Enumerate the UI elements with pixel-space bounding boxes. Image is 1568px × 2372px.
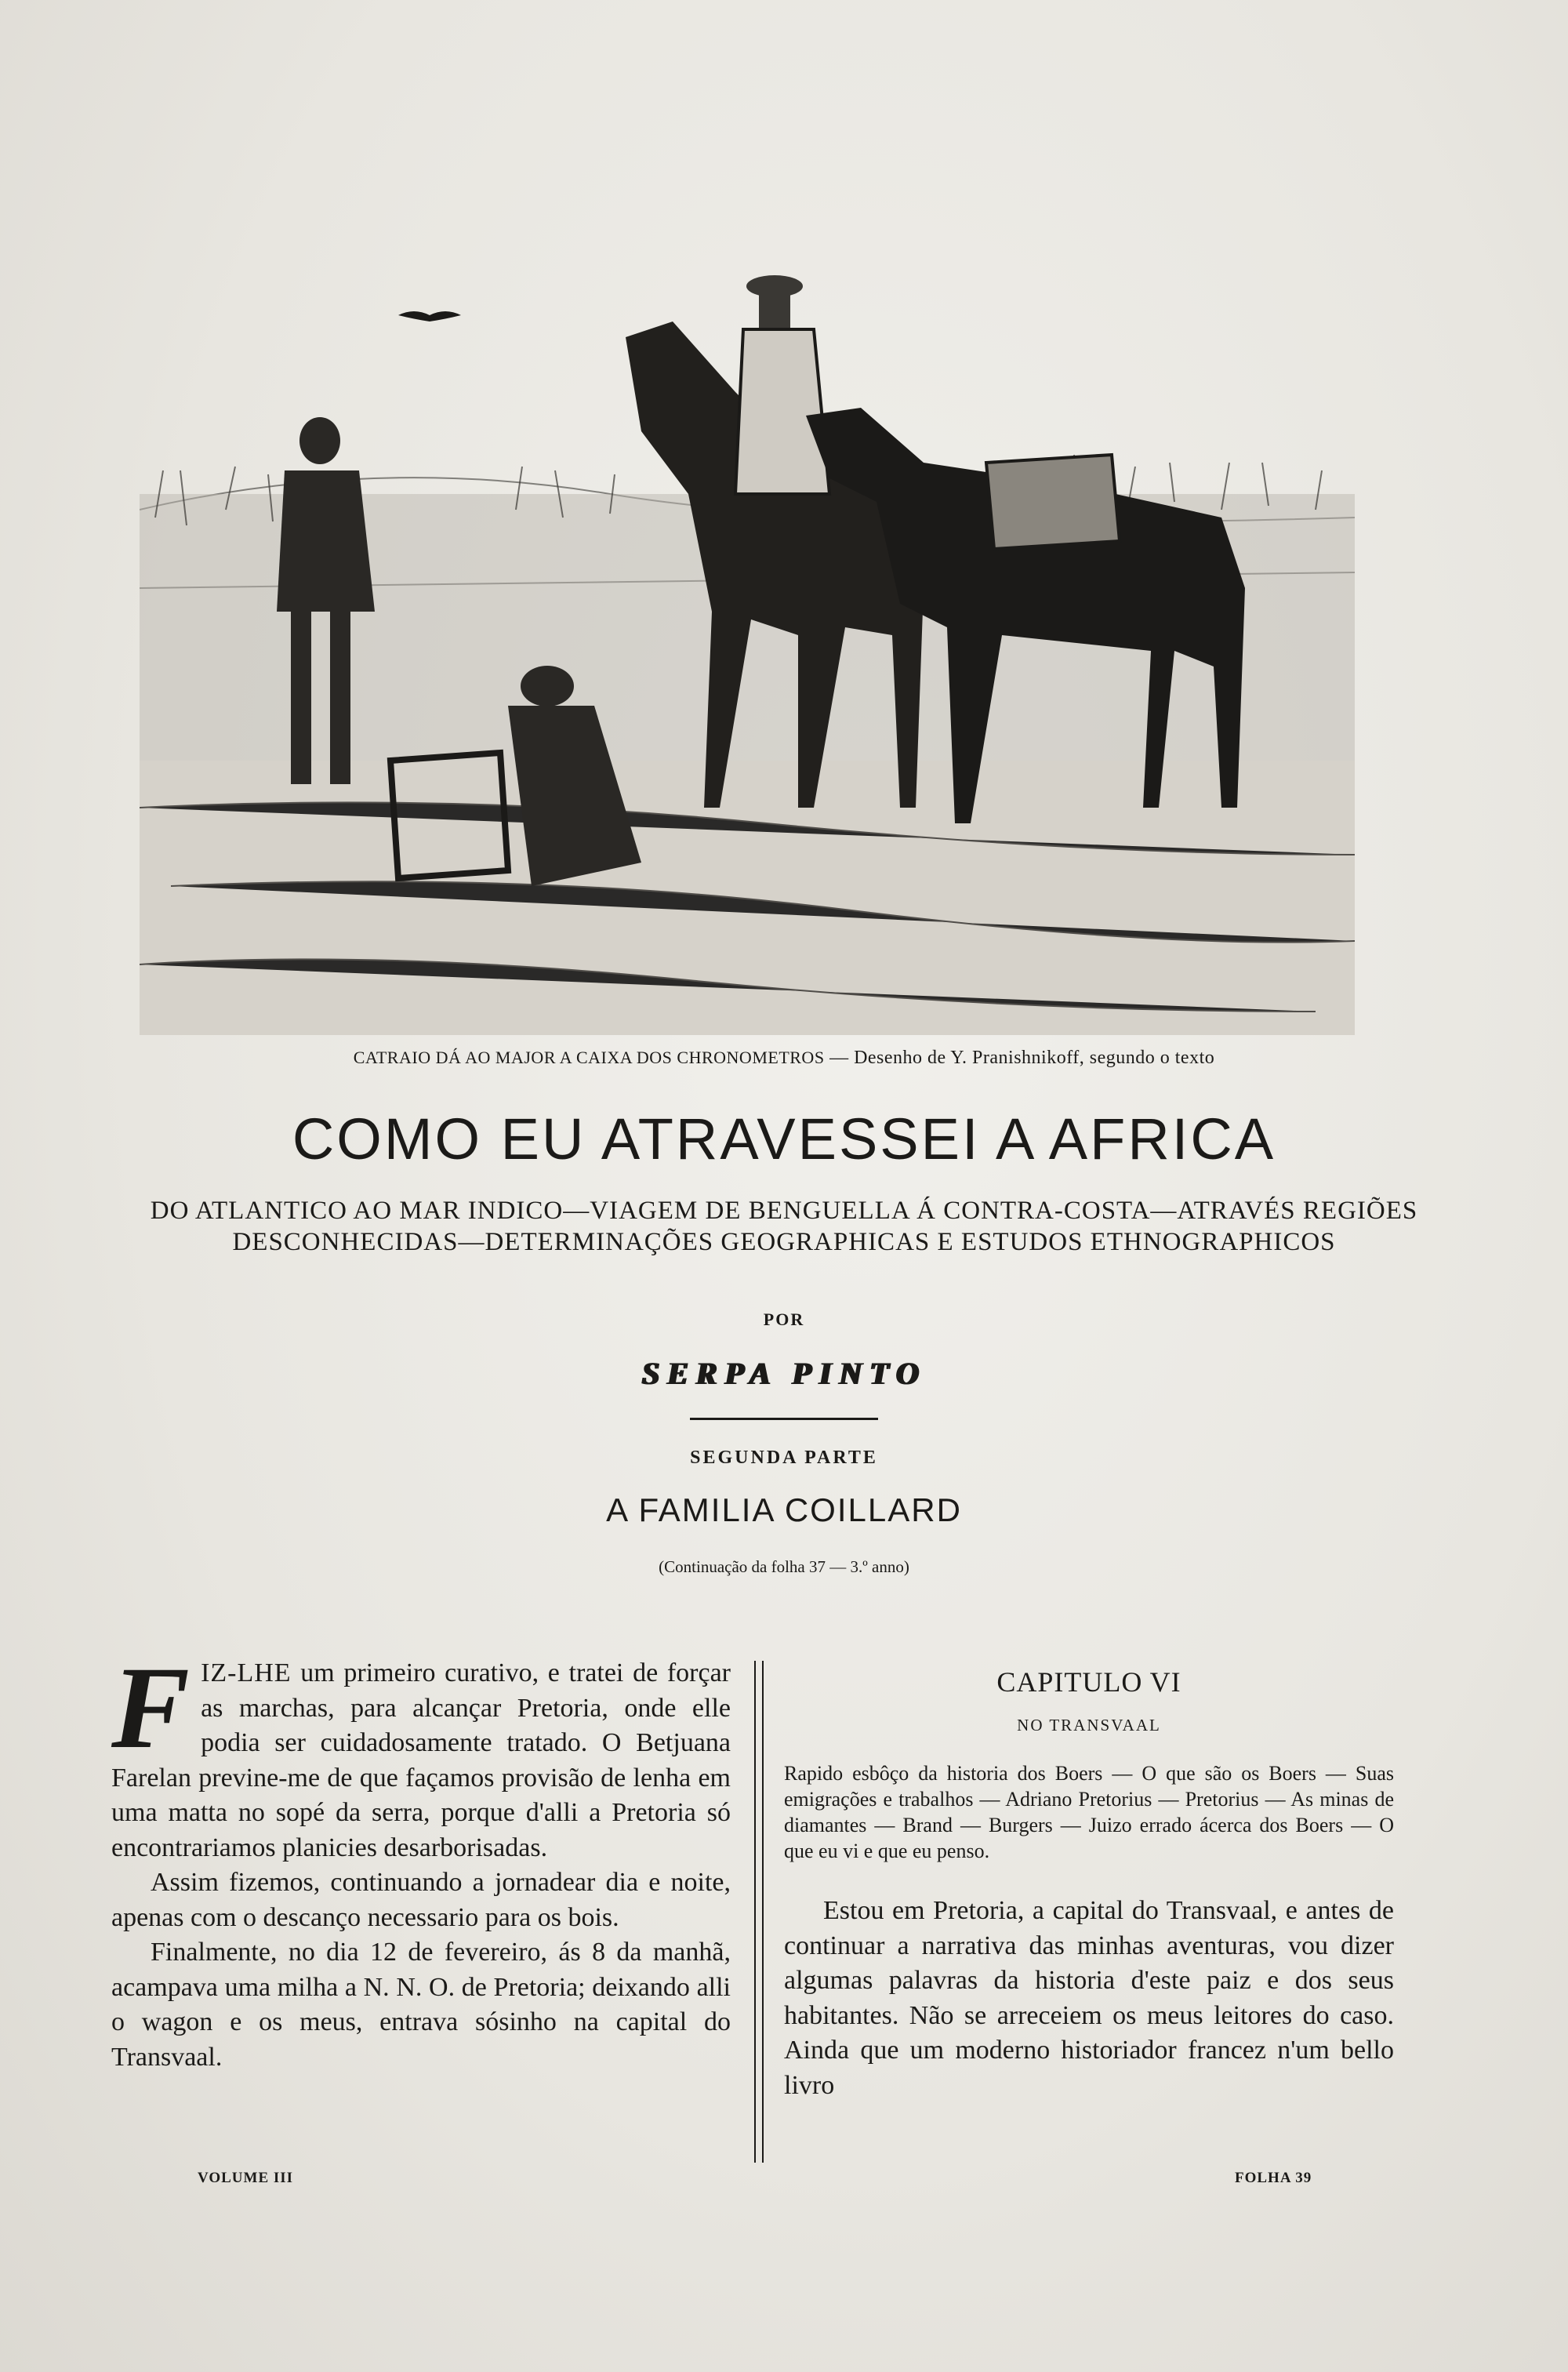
right-body [784, 1894, 1394, 2103]
footer-sheet: FOLHA 39 [1235, 2170, 1312, 2186]
author-name: SERPA PINTO [641, 1356, 927, 1391]
chapter-heading: CAPITULO VI [996, 1666, 1181, 1698]
caption-main: CATRAIO DÁ AO MAJOR A CAIXA DOS CHRONOMETROS [353, 1048, 825, 1067]
lead-word: IZ-LHE [201, 1658, 292, 1687]
column-divider [754, 1661, 764, 2163]
byline-label: POR [763, 1310, 805, 1329]
continuation-note: (Continuação da folha 37 — 3.º anno) [659, 1557, 909, 1576]
right-paragraph-1: Estou em Pretoria, a capital do Transvaal, e antes de continuar a narrativa das minhas aventuras, vou dizer algumas palavras da historia d'este paiz e dos seus habitantes. Não se arreceiem os meus leitores do caso. Ainda que um moderno historiador francez n'um bello livro [784, 1896, 1394, 2100]
subtitle-line-1: DO ATLANTICO AO MAR INDICO—VIAGEM DE BENGUELLA Á CONTRA-COSTA—ATRAVÉS REGIÕES [150, 1197, 1418, 1225]
engraving-illustration [140, 259, 1355, 1035]
article-subtitle [118, 1195, 1450, 1258]
summary-text: Rapido esbôço da historia dos Boers — O que são os Boers — Suas emigrações e trabalhos — Adriano Pretorius — Pretorius — As minas de diamantes — Brand — Burgers — Juizo errado ácerca dos Boers — O que eu vi e que eu penso. [784, 1762, 1394, 1862]
footer-volume: VOLUME III [198, 2170, 294, 2186]
paragraph-3: Finalmente, no dia 12 de fevereiro, ás 8 da manhã, acampava uma milha a N. N. O. de Pretoria; deixando alli o wagon e os meus, entrava sósinho na capital do Transvaal. [111, 1938, 731, 2072]
chapter-summary [784, 1760, 1394, 1864]
right-column [784, 1656, 1394, 2103]
part-heading: SEGUNDA PARTE [690, 1448, 878, 1468]
paragraph-2: Assim fizemos, continuando a jornadear dia e noite, apenas com o descanço necessario para os bois. [111, 1868, 731, 1932]
article-title: COMO EU ATRAVESSEI A AFRICA [292, 1106, 1276, 1171]
paragraph-1 [111, 1643, 731, 1865]
caption-credit: — Desenho de Y. Pranishnikoff, segundo o texto [829, 1048, 1215, 1068]
section-heading: A FAMILIA COILLARD [606, 1491, 962, 1528]
divider-rule [690, 1418, 878, 1420]
left-column [111, 1643, 731, 2075]
chapter-subheading: NO TRANSVAAL [1017, 1716, 1161, 1735]
drop-cap: F [111, 1643, 191, 1773]
paragraph-1-text: um primeiro curativo, e tratei de forçar as marchas, para alcançar Pretoria, onde elle podia ser cuidadosamente tratado. O Betjuana Farelan previne-me de que façamos provisão de lenha em uma matta no sopé da serra, porque d'alli a Pretoria só encontrariamos planicies desarborisadas. [111, 1658, 731, 1862]
subtitle-line-2: DESCONHECIDAS—DETERMINAÇÕES GEOGRAPHICAS E ESTUDOS ETHNOGRAPHICOS [232, 1228, 1336, 1256]
illustration-caption [0, 1048, 1568, 1069]
